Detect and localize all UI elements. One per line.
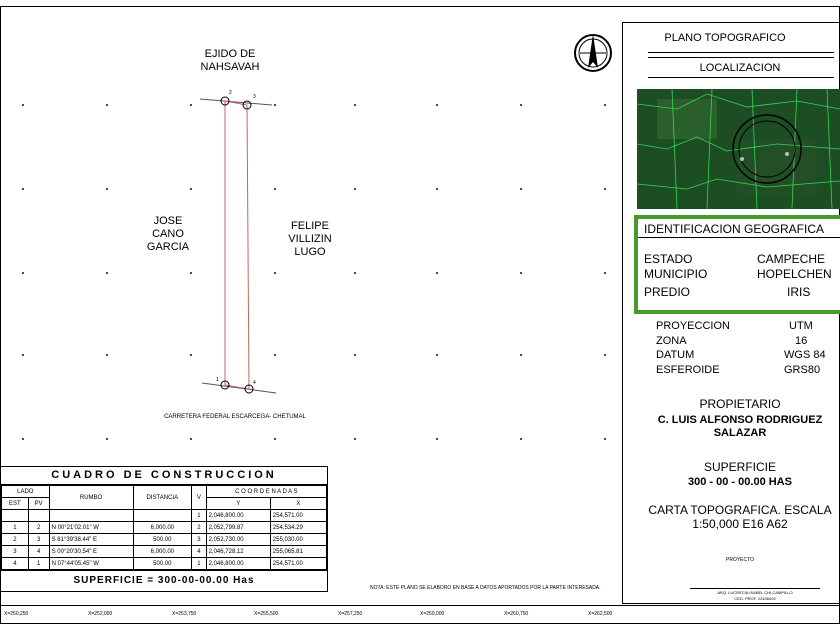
grid-dot xyxy=(520,188,522,190)
table-title: CUADRO DE CONSTRUCCION xyxy=(1,467,327,485)
grid-dot xyxy=(604,438,606,440)
grid-dot xyxy=(604,272,606,274)
x-tick-label: X=259,000 xyxy=(420,611,445,617)
cell-x: 254,571.00 xyxy=(270,558,326,570)
superficie-label: SUPERFICIE xyxy=(703,460,776,474)
header-est: EST xyxy=(2,498,29,510)
zona-label: ZONA xyxy=(656,335,687,347)
cell-x: 255,030.00 xyxy=(270,534,326,546)
map-note: NOTA: ESTE PLANO SE ELABORO EN BASE A DATOS APORTADOS POR LA PARTE INTERESADA. xyxy=(370,585,601,591)
header-x: X xyxy=(270,498,326,510)
cell-pv xyxy=(28,510,49,522)
cell-v: 2 xyxy=(192,522,206,534)
localizacion-label: LOCALIZACION xyxy=(699,62,781,74)
cell-distancia: 500.00 xyxy=(133,558,192,570)
grid-dot xyxy=(354,188,356,190)
grid-dot xyxy=(106,354,108,356)
grid-dot xyxy=(520,104,522,106)
cell-x: 254,571.00 xyxy=(270,510,326,522)
x-tick-label: X=257,250 xyxy=(338,611,363,617)
x-tick-label: X=250,250 xyxy=(4,611,29,617)
cell-y: 2,052,799.87 xyxy=(206,522,270,534)
header-y: Y xyxy=(206,498,270,510)
location-satellite-map xyxy=(637,89,840,209)
cell-rumbo: S 81°39'38.44" E xyxy=(49,534,133,546)
table-superficie: SUPERFICIE = 300-00-00.00 Has xyxy=(1,570,327,591)
header-lado: LADO xyxy=(2,486,50,498)
cell-v: 3 xyxy=(192,534,206,546)
grid-dot xyxy=(274,438,276,440)
predio-value: IRIS xyxy=(787,285,811,299)
grid-dot xyxy=(22,104,24,106)
title-rule xyxy=(648,52,834,53)
cell-y: 2,046,800.00 xyxy=(206,510,270,522)
proyeccion-label: PROYECCION xyxy=(656,320,730,332)
grid-dot xyxy=(436,104,438,106)
header-v: V xyxy=(192,486,206,510)
grid-dot xyxy=(354,272,356,274)
grid-dot xyxy=(604,354,606,356)
cell-pv: 1 xyxy=(28,558,49,570)
cell-rumbo: N 07°44'05.45" W xyxy=(49,558,133,570)
vertex-label: 1 xyxy=(216,377,219,383)
grid-dot xyxy=(354,438,356,440)
table-row xyxy=(2,546,327,558)
cedula: CED. PROF. 12436002 xyxy=(734,596,776,601)
cell-v: 1 xyxy=(192,558,206,570)
grid-dot xyxy=(22,354,24,356)
grid-dot xyxy=(520,438,522,440)
grid-dot xyxy=(436,438,438,440)
table-row xyxy=(2,534,327,546)
east-neighbor-label: FELIPE VILLIZIN LUGO xyxy=(288,220,332,258)
title-rule xyxy=(648,77,834,78)
cell-y: 2,046,728.12 xyxy=(206,546,270,558)
datum-label: DATUM xyxy=(656,349,695,361)
grid-dot xyxy=(106,438,108,440)
cell-pv: 4 xyxy=(28,546,49,558)
vertex-label: 2 xyxy=(229,90,232,96)
table-row xyxy=(2,558,327,570)
propietario-name: C. LUIS ALFONSO RODRIGUEZ SALAZAR xyxy=(657,414,823,439)
signature-rule xyxy=(690,588,820,589)
x-tick-label: X=253,750 xyxy=(172,611,197,617)
cell-v: 4 xyxy=(192,546,206,558)
table-row xyxy=(2,510,327,522)
cell-pv: 2 xyxy=(28,522,49,534)
grid-dot xyxy=(436,188,438,190)
panel-title: PLANO TOPOGRAFICO xyxy=(664,32,786,44)
title-rule xyxy=(648,57,834,58)
x-tick-label: X=260,750 xyxy=(504,611,529,617)
header-rumbo: RUMBO xyxy=(49,486,133,510)
vertex-label: 4 xyxy=(253,380,256,386)
table-grid xyxy=(1,485,327,570)
grid-dot xyxy=(354,104,356,106)
esferoide-value: GRS80 xyxy=(784,364,821,376)
cell-est: 4 xyxy=(2,558,29,570)
grid-dot xyxy=(520,354,522,356)
id-title-rule xyxy=(638,237,840,238)
bottom-rule xyxy=(0,605,840,606)
cell-distancia: 6,000.00 xyxy=(133,522,192,534)
grid-dot xyxy=(190,438,192,440)
propietario-label: PROPIETARIO xyxy=(699,397,781,411)
grid-dot xyxy=(22,438,24,440)
west-neighbor-label: JOSE CANO GARCIA xyxy=(146,215,190,253)
estado-label: ESTADO xyxy=(644,252,693,266)
grid-dot xyxy=(604,104,606,106)
cell-y: 2,046,800.00 xyxy=(206,558,270,570)
proyeccion-value: UTM xyxy=(789,320,813,332)
zona-value: 16 xyxy=(795,335,808,347)
datum-value: WGS 84 xyxy=(784,349,826,361)
proyecto-label: PROYECTO xyxy=(726,557,754,563)
south-road-label: CARRETERA FEDERAL ESCARCEGA- CHETUMAL xyxy=(164,414,306,420)
id-title: IDENTIFICACION GEOGRAFICA xyxy=(644,222,825,236)
table-row xyxy=(2,522,327,534)
cell-x: 255,065.81 xyxy=(270,546,326,558)
cell-distancia xyxy=(133,510,192,522)
cell-distancia: 6,000.00 xyxy=(133,546,192,558)
cell-x: 254,534.29 xyxy=(270,522,326,534)
north-neighbor-label: EJIDO DE NAHSAVAH xyxy=(200,48,260,73)
cell-pv: 3 xyxy=(28,534,49,546)
cell-est xyxy=(2,510,29,522)
x-tick-label: X=255,500 xyxy=(254,611,279,617)
grid-dot xyxy=(106,188,108,190)
cell-rumbo xyxy=(49,510,133,522)
grid-dot xyxy=(436,354,438,356)
cell-est: 1 xyxy=(2,522,29,534)
header-pv: PV xyxy=(28,498,49,510)
cell-est: 2 xyxy=(2,534,29,546)
esferoide-label: ESFEROIDE xyxy=(656,364,720,376)
grid-dot xyxy=(520,272,522,274)
x-tick-label: X=262,500 xyxy=(588,611,613,617)
cell-rumbo: S 00°20'30.54" E xyxy=(49,546,133,558)
cell-v: 1 xyxy=(192,510,206,522)
vertex-label: 3 xyxy=(253,94,256,100)
cell-y: 2,052,730.00 xyxy=(206,534,270,546)
carta-topografica: CARTA TOPOGRAFICA. ESCALA 1:50,000 E16 A62 xyxy=(648,503,832,531)
superficie-value: 300 - 00 - 00.00 HAS xyxy=(688,476,792,488)
cell-distancia: 500.00 xyxy=(133,534,192,546)
signature-name: ARQ. LUCRECIA ISABEL CHI CAMPILLO xyxy=(717,590,793,595)
municipio-value: HOPELCHEN xyxy=(757,267,832,281)
header-coordenadas: C O O R D E N A D A S xyxy=(206,486,326,498)
estado-value: CAMPECHE xyxy=(757,252,826,266)
grid-dot xyxy=(106,104,108,106)
grid-dot xyxy=(354,354,356,356)
parcel-polygon xyxy=(190,85,280,405)
x-tick-label: X=252,000 xyxy=(88,611,113,617)
cell-rumbo: N 00°21'02.01" W xyxy=(49,522,133,534)
grid-dot xyxy=(604,188,606,190)
header-distancia: DISTANCIA xyxy=(133,486,192,510)
grid-dot xyxy=(436,272,438,274)
cell-est: 3 xyxy=(2,546,29,558)
north-arrow-icon xyxy=(572,32,614,74)
grid-dot xyxy=(106,272,108,274)
predio-label: PREDIO xyxy=(644,285,691,299)
grid-dot xyxy=(22,272,24,274)
construction-table xyxy=(0,466,328,592)
grid-dot xyxy=(22,188,24,190)
municipio-label: MUNICIPIO xyxy=(644,267,708,281)
